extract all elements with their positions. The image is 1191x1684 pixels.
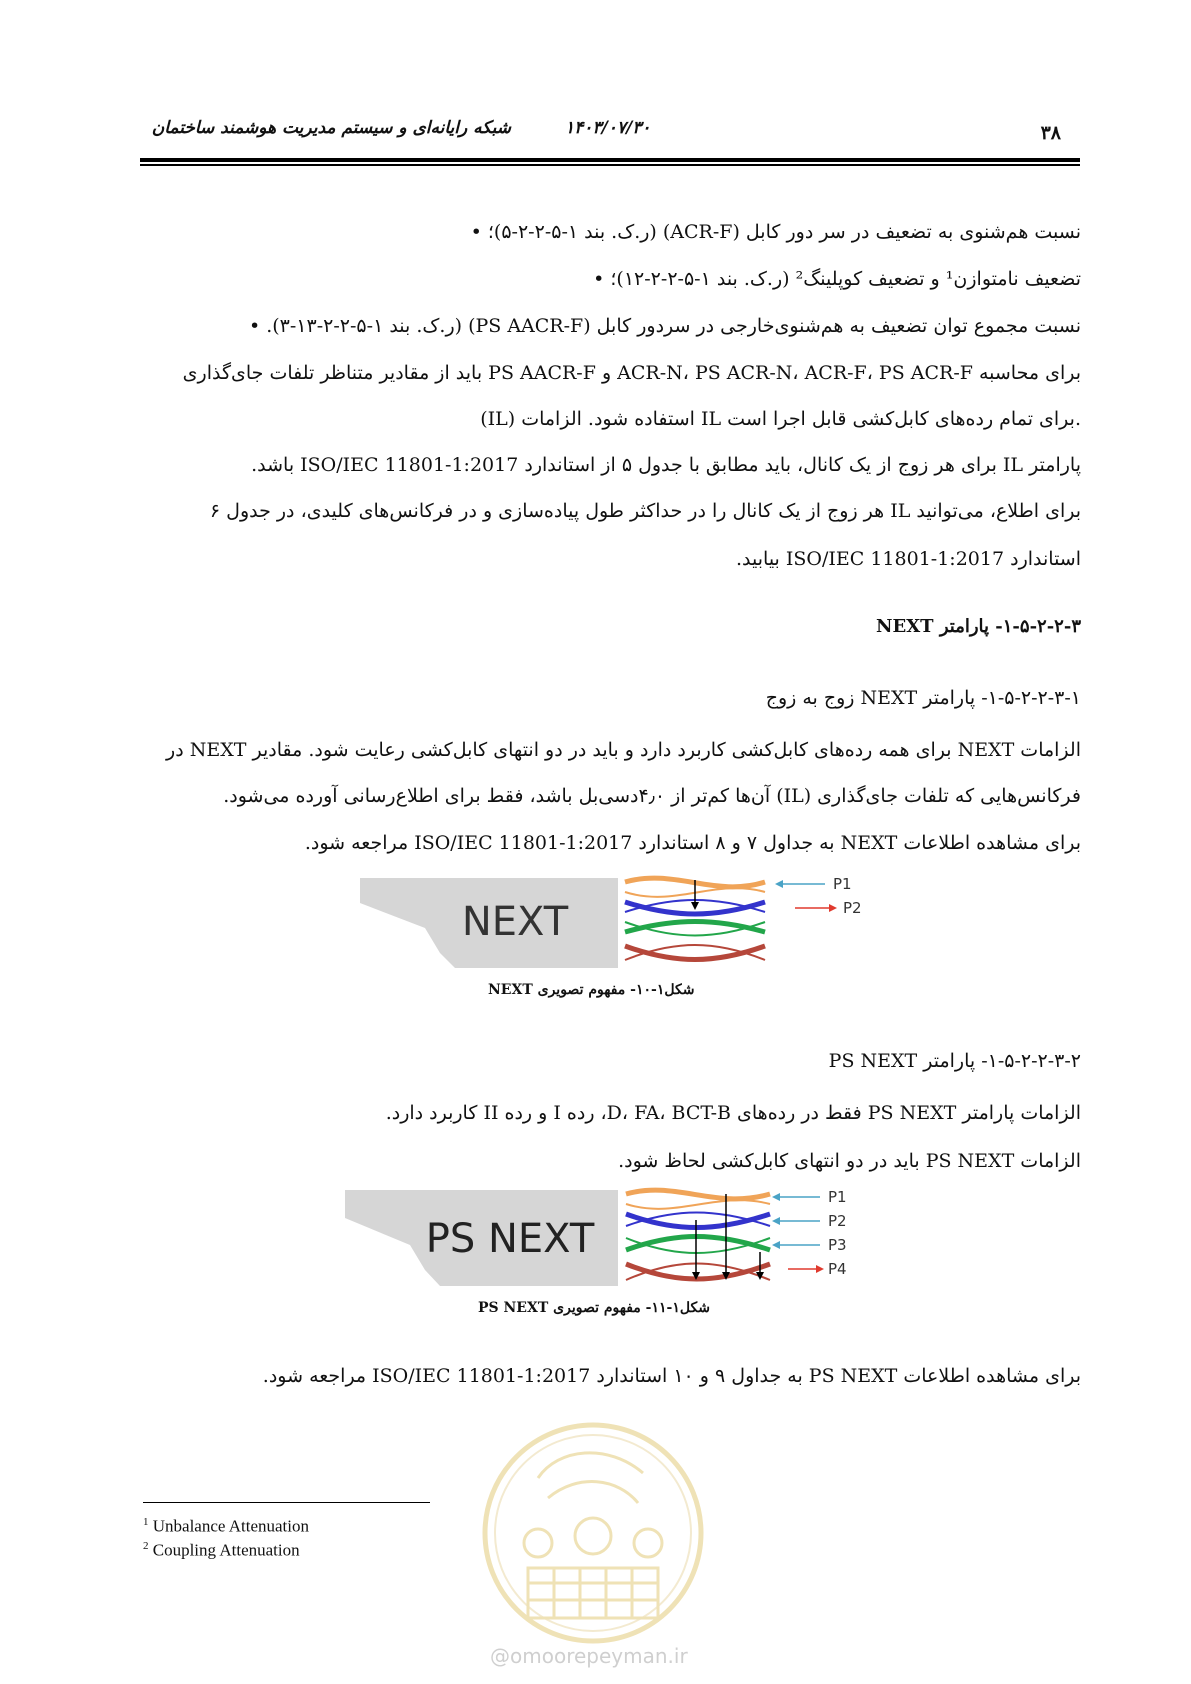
arrow-in-icon [772,1193,780,1201]
paragraph-line: برای مشاهده اطلاعات PS NEXT به جداول ۹ و ۱۰ استاندارد ISO/IEC 11801-1:2017 مراجعه شود. [262,1365,1081,1387]
diagram-label: PS NEXT [425,1216,595,1262]
pair-label: P2 [828,1212,847,1230]
paragraph-line: الزامات PS NEXT باید در دو انتهای کابل‌کشی لحاظ شود. [618,1150,1081,1172]
arrow-in-icon [775,880,783,888]
paragraph-line: برای محاسبه ACR-N، PS ACR-N، ACR-F، PS ACR-F و PS AACR-F باید از مقادیر متناظر تلفات جای‌گذاری [182,362,1081,384]
section-heading: ۱-۵-۲-۲-۳- پارامتر NEXT [876,616,1081,637]
footnote-rule [143,1502,430,1503]
next-diagram [355,868,875,973]
paragraph-line: فرکانس‌هایی که تلفات جای‌گذاری (IL) آن‌ها کم‌تر از ۴٫۰دسی‌بل باشد، فقط برای اطلاع‌رسانی آورده می‌شود. [223,785,1081,807]
paragraph-line: برای اطلاع، می‌توانید IL هر زوج از یک کانال را در حداکثر طول پیاده‌سازی و در فرکانس‌های کلیدی، در جدول ۶ [209,500,1081,522]
watermark-seal [478,1418,708,1648]
ps-next-diagram [340,1180,880,1290]
paragraph-line: الزامات پارامتر PS NEXT فقط در رده‌های D، FA، BCT-B، رده I و رده II کاربرد دارد. [385,1102,1081,1124]
paragraph-line: استاندارد ISO/IEC 11801-1:2017 بیابید. [736,548,1081,570]
bullet-item: تضعیف نامتوازن¹ و تضعیف کوپلینگ² (ر.ک. بند ۱-۵-۲-۲-۱۲)؛ • [593,266,1081,292]
subsection-heading: ۱-۵-۲-۲-۳-۱- پارامتر NEXT زوج به زوج [765,687,1081,709]
pair-label: P3 [828,1236,847,1254]
footnote [143,1516,309,1537]
watermark-text: @omoorepeyman.ir [490,1644,688,1668]
footnote-text: Unbalance Attenuation [152,1516,310,1536]
pair-label: P1 [833,875,852,893]
page-number: ۳۸ [1040,122,1061,144]
header-rule-thick [140,158,1080,162]
footnote-number: 2 [143,1540,149,1552]
arrow-in-icon [772,1241,780,1249]
footnote-number: 1 [143,1516,149,1528]
bullet-item: نسبت مجموع توان تضعیف به هم‌شنوی‌خارجی در سردور کابل (PS AACR-F) (ر.ک. بند ۱-۵-۲-۲-۱۳-۳). • [249,313,1081,339]
arrow-out-icon [829,904,837,912]
paragraph-line: برای مشاهده اطلاعات NEXT به جداول ۷ و ۸ استاندارد ISO/IEC 11801-1:2017 مراجعه شود. [304,832,1081,854]
bullet-item: نسبت هم‌شنوی به تضعیف در سر دور کابل (ACR-F) (ر.ک. بند ۱-۵-۲-۲-۵)؛ • [471,219,1081,245]
pair-label: P2 [843,899,862,917]
pair-label: P4 [828,1260,847,1278]
diagram-label: NEXT [461,899,569,945]
arrow-in-icon [772,1217,780,1225]
header-rule-thin [140,164,1080,166]
figure-caption: شکل۱-۱۱- مفهوم تصویری PS NEXT [478,1300,710,1316]
arrow-out-icon [816,1265,824,1273]
figure-caption: شکل۱-۱۰- مفهوم تصویری NEXT [488,982,695,998]
pair-label: P1 [828,1188,847,1206]
paragraph-line: (IL) استفاده شود. الزامات IL برای تمام رده‌های کابل‌کشی قابل اجرا است. [480,408,1081,430]
footnote [143,1540,300,1561]
footnote-text: Coupling Attenuation [152,1540,300,1560]
paragraph-line: الزامات NEXT برای همه رده‌های کابل‌کشی کاربرد دارد و باید در دو انتهای کابل‌کشی رعایت شود. مقادیر NEXT در [166,739,1081,761]
running-header-title: شبکه رایانه‌ای و سیستم مدیریت هوشمند ساختمان [151,118,511,138]
running-header-date: ۱۴۰۳/۰۷/۳۰ [565,118,651,138]
paragraph-line: پارامتر IL برای هر زوج از یک کانال، باید مطابق با جدول ۵ از استاندارد ISO/IEC 11801-1:2017 باشد. [251,454,1081,476]
subsection-heading: ۱-۵-۲-۲-۳-۲- پارامتر PS NEXT [828,1050,1081,1072]
